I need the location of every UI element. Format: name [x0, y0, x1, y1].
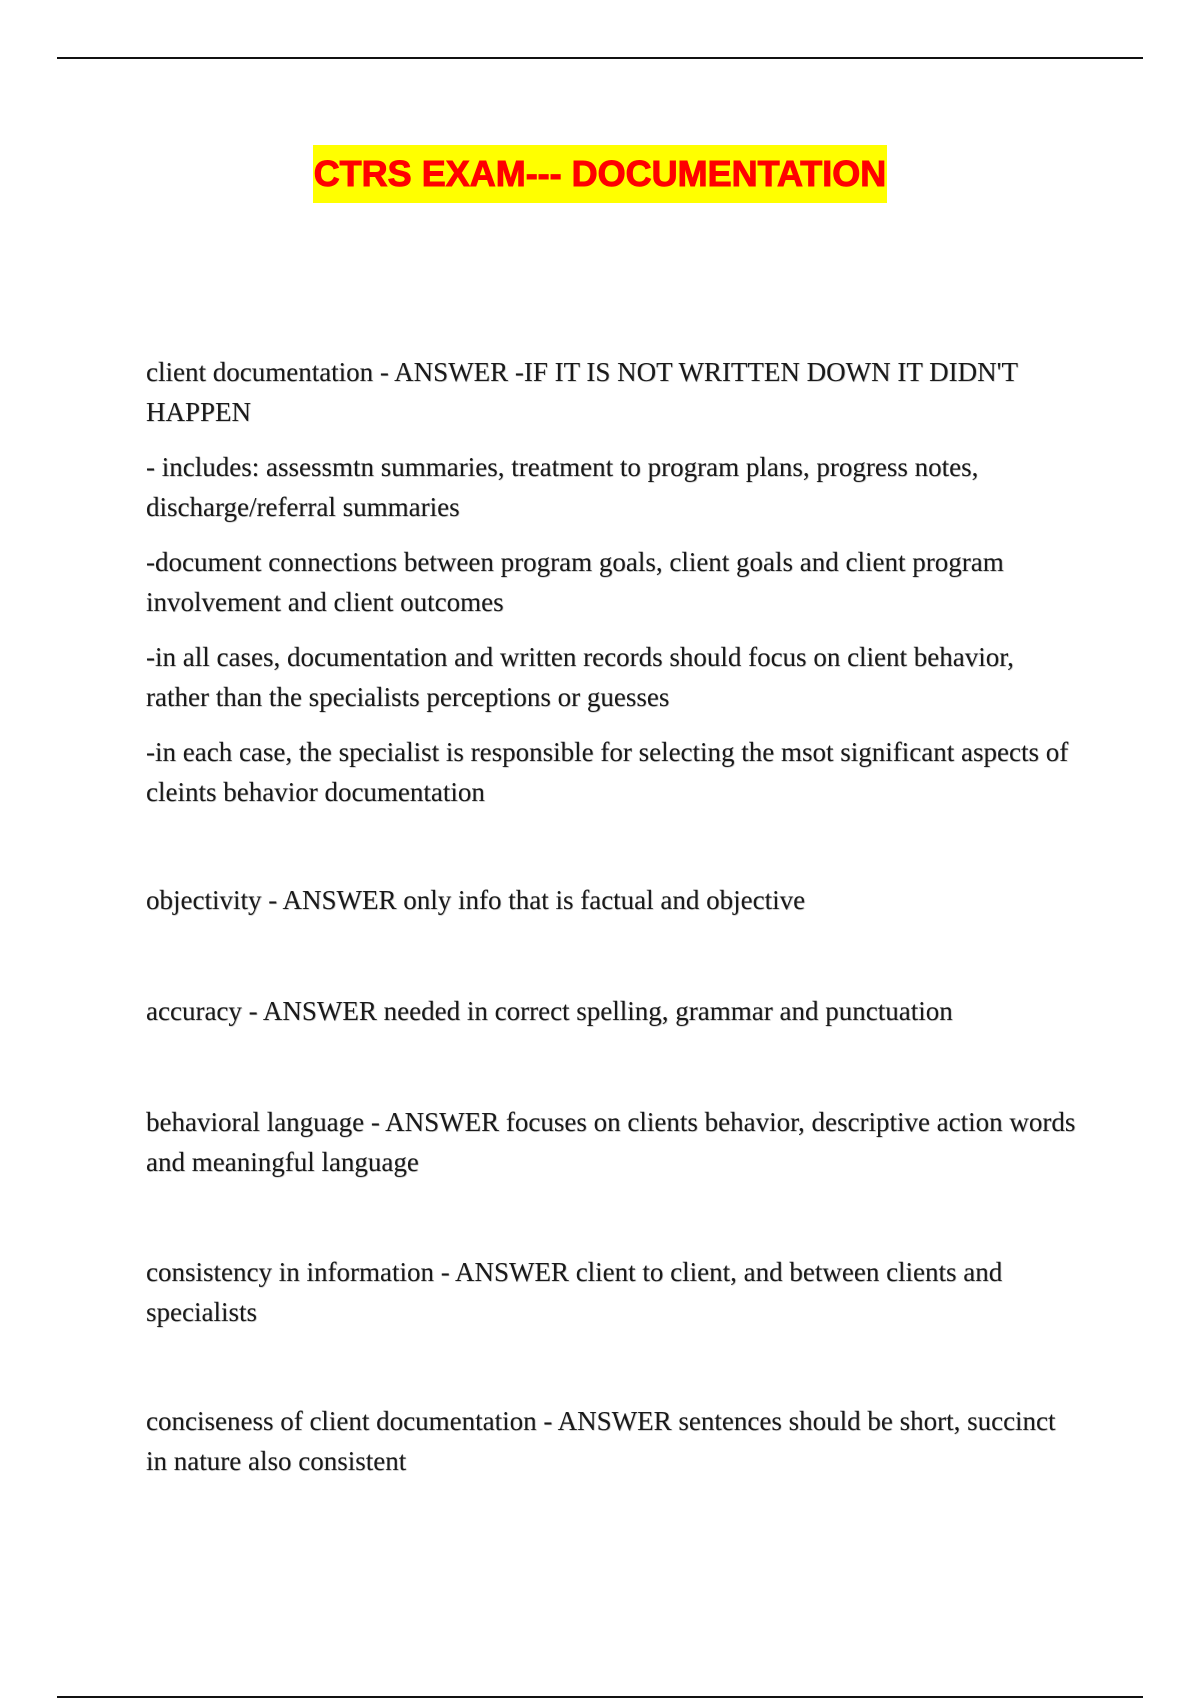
entry-paragraph: -document connections between program goals, client goals and client program involvement and client outcomes — [146, 547, 1004, 617]
entry-accuracy: accuracy - ANSWER needed in correct spelling, grammar and punctuation — [146, 996, 953, 1026]
title-container — [0, 145, 1200, 203]
entry-consistency: consistency in information - ANSWER client to client, and between clients and specialists — [146, 1257, 1003, 1327]
top-rule — [57, 57, 1143, 59]
entry-conciseness: conciseness of client documentation - ANSWER sentences should be short, succinct in nature also consistent — [146, 1406, 1056, 1476]
bottom-rule — [57, 1696, 1143, 1698]
entry-paragraph: -in all cases, documentation and written records should focus on client behavior, rather than the specialists perceptions or guesses — [146, 642, 1014, 712]
entry-client-documentation — [146, 352, 1076, 812]
entry-behavioral-language: behavioral language - ANSWER focuses on clients behavior, descriptive action words and meaningful language — [146, 1107, 1076, 1177]
entry-paragraph: -in each case, the specialist is responsible for selecting the msot significant aspects of cleints behavior documentation — [146, 737, 1069, 807]
document-title: CTRS EXAM--- DOCUMENTATION — [313, 145, 888, 203]
entry-objectivity: objectivity - ANSWER only info that is factual and objective — [146, 885, 806, 915]
entry-paragraph: client documentation - ANSWER -IF IT IS NOT WRITTEN DOWN IT DIDN'T HAPPEN — [146, 357, 1018, 427]
entry-paragraph: - includes: assessmtn summaries, treatment to program plans, progress notes, discharge/referral summaries — [146, 452, 979, 522]
